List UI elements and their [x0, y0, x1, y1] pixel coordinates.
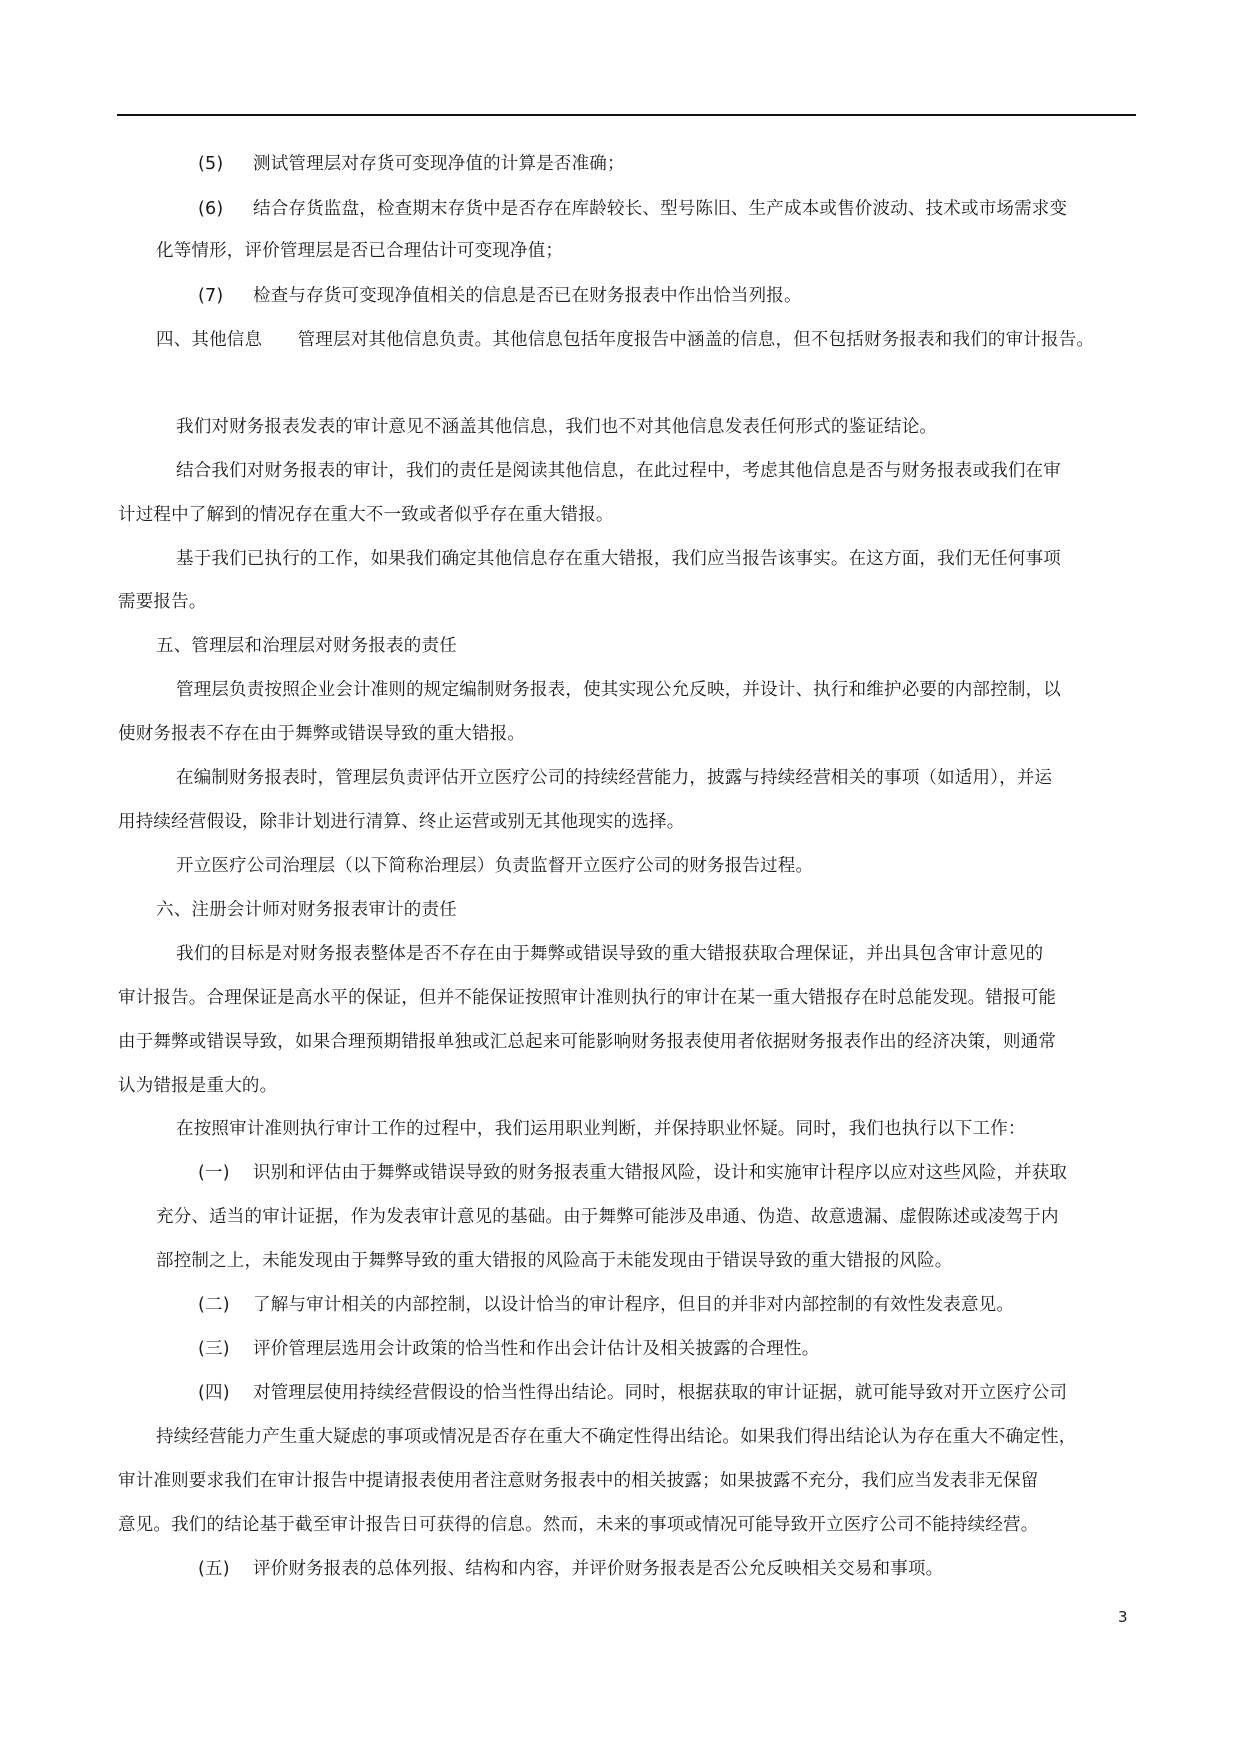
item-number: (三) — [198, 1339, 230, 1359]
item-number: (一) — [198, 1163, 230, 1183]
item-text: 结合存货监盘，检查期末存货中是否存在库龄较长、型号陈旧、生产成本或售价波动、技术或市场需求变 — [253, 199, 1068, 219]
header-rule — [117, 114, 1136, 116]
item-text: 测试管理层对存货可变现净值的计算是否准确； — [253, 154, 625, 174]
paragraph-line: 开立医疗公司治理层（以下简称治理层）负责监督开立医疗公司的财务报告过程。 — [176, 856, 814, 876]
paragraph-line: 用持续经营假设，除非计划进行清算、终止运营或别无其他现实的选择。 — [118, 812, 685, 832]
section-heading-management: 五、管理层和治理层对财务报表的责任 — [156, 636, 457, 656]
item-text: 识别和评估由于舞弊或错误导致的财务报表重大错报风险，设计和实施审计程序以应对这些风险，并获取 — [253, 1163, 1068, 1183]
paragraph-line: 部控制之上，未能发现由于舞弊导致的重大错报的风险高于未能发现由于错误导致的重大错报的风险。 — [156, 1251, 953, 1271]
list-item-5b — [198, 1557, 943, 1581]
paragraph-line: 使财务报表不存在由于舞弊或错误导致的重大错报。 — [118, 724, 526, 744]
paragraph-line: 结合我们对财务报表的审计，我们的责任是阅读其他信息，在此过程中，考虑其他信息是否与财务报表或我们在审 — [176, 461, 1061, 481]
item-text: 评价财务报表的总体列报、结构和内容，并评价财务报表是否公允反映相关交易和事项。 — [253, 1559, 944, 1579]
list-item-6 — [198, 197, 1067, 221]
list-item-5 — [198, 152, 625, 176]
list-item-4 — [198, 1381, 1067, 1405]
list-item-2 — [198, 1293, 1014, 1317]
paragraph-line: 充分、适当的审计证据，作为发表审计意见的基础。由于舞弊可能涉及串通、伪造、故意遗漏、虚假陈述或凌驾于内 — [156, 1207, 1059, 1227]
paragraph-line: 由于舞弊或错误导致，如果合理预期错报单独或汇总起来可能影响财务报表使用者依据财务报表作出的经济决策，则通常 — [118, 1032, 1057, 1052]
item-number: (7) — [198, 286, 224, 306]
paragraph-line: 我们对财务报表发表的审计意见不涵盖其他信息，我们也不对其他信息发表任何形式的鉴证结论。 — [176, 417, 938, 437]
page-number: 3 — [1118, 1608, 1128, 1626]
paragraph-line: 化等情形，评价管理层是否已合理估计可变现净值； — [156, 241, 564, 261]
item-number: (四) — [198, 1383, 230, 1403]
paragraph-line: 在按照审计准则执行审计工作的过程中，我们运用职业判断，并保持职业怀疑。同时，我们也执行以下工作： — [176, 1119, 1026, 1139]
list-item-3 — [198, 1337, 819, 1361]
section-heading-auditor: 六、注册会计师对财务报表审计的责任 — [156, 900, 457, 920]
list-item-1 — [198, 1161, 1067, 1185]
item-number: (二) — [198, 1295, 230, 1315]
paragraph-line: 在编制财务报表时，管理层负责评估开立医疗公司的持续经营能力，披露与持续经营相关的事项（如适用），并运 — [176, 768, 1053, 788]
list-item-7 — [198, 284, 802, 308]
item-number: (5) — [198, 154, 224, 174]
item-text: 评价管理层选用会计政策的恰当性和作出会计估计及相关披露的合理性。 — [253, 1339, 820, 1359]
paragraph-line: 意见。我们的结论基于截至审计报告日可获得的信息。然而，未来的事项或情况可能导致开立医疗公司不能持续经营。 — [118, 1515, 1039, 1535]
paragraph-line: 审计准则要求我们在审计报告中提请报表使用者注意财务报表中的相关披露；如果披露不充分，我们应当发表非无保留 — [118, 1471, 1039, 1491]
paragraph-line: 持续经营能力产生重大疑虑的事项或情况是否存在重大不确定性得出结论。如果我们得出结论认为存在重大不确定性， — [156, 1427, 1077, 1447]
item-number: (五) — [198, 1559, 230, 1579]
paragraph-line: 基于我们已执行的工作，如果我们确定其他信息存在重大错报，我们应当报告该事实。在这方面，我们无任何事项 — [176, 549, 1061, 569]
item-text: 对管理层使用持续经营假设的恰当性得出结论。同时，根据获取的审计证据，就可能导致对开立医疗公司 — [253, 1383, 1068, 1403]
paragraph-line: 需要报告。 — [118, 592, 207, 612]
paragraph-line: 审计报告。合理保证是高水平的保证，但并不能保证按照审计准则执行的审计在某一重大错报存在时总能发现。错报可能 — [118, 988, 1057, 1008]
paragraph-line: 我们的目标是对财务报表整体是否不存在由于舞弊或错误导致的重大错报获取合理保证，并出具包含审计意见的 — [176, 944, 1044, 964]
paragraph-line: 认为错报是重大的。 — [118, 1076, 278, 1096]
item-text: 检查与存货可变现净值相关的信息是否已在财务报表中作出恰当列报。 — [253, 286, 802, 306]
paragraph-line: 计过程中了解到的情况存在重大不一致或者似乎存在重大错报。 — [118, 505, 614, 525]
paragraph-line: 管理层负责按照企业会计准则的规定编制财务报表，使其实现公允反映，并设计、执行和维护必要的内部控制，以 — [176, 680, 1061, 700]
section-heading-other-info: 四、其他信息 管理层对其他信息负责。其他信息包括年度报告中涵盖的信息，但不包括财务报表和我们的审计报告。 — [156, 330, 1095, 350]
item-number: (6) — [198, 199, 224, 219]
item-text: 了解与审计相关的内部控制，以设计恰当的审计程序，但目的并非对内部控制的有效性发表意见。 — [253, 1295, 1015, 1315]
